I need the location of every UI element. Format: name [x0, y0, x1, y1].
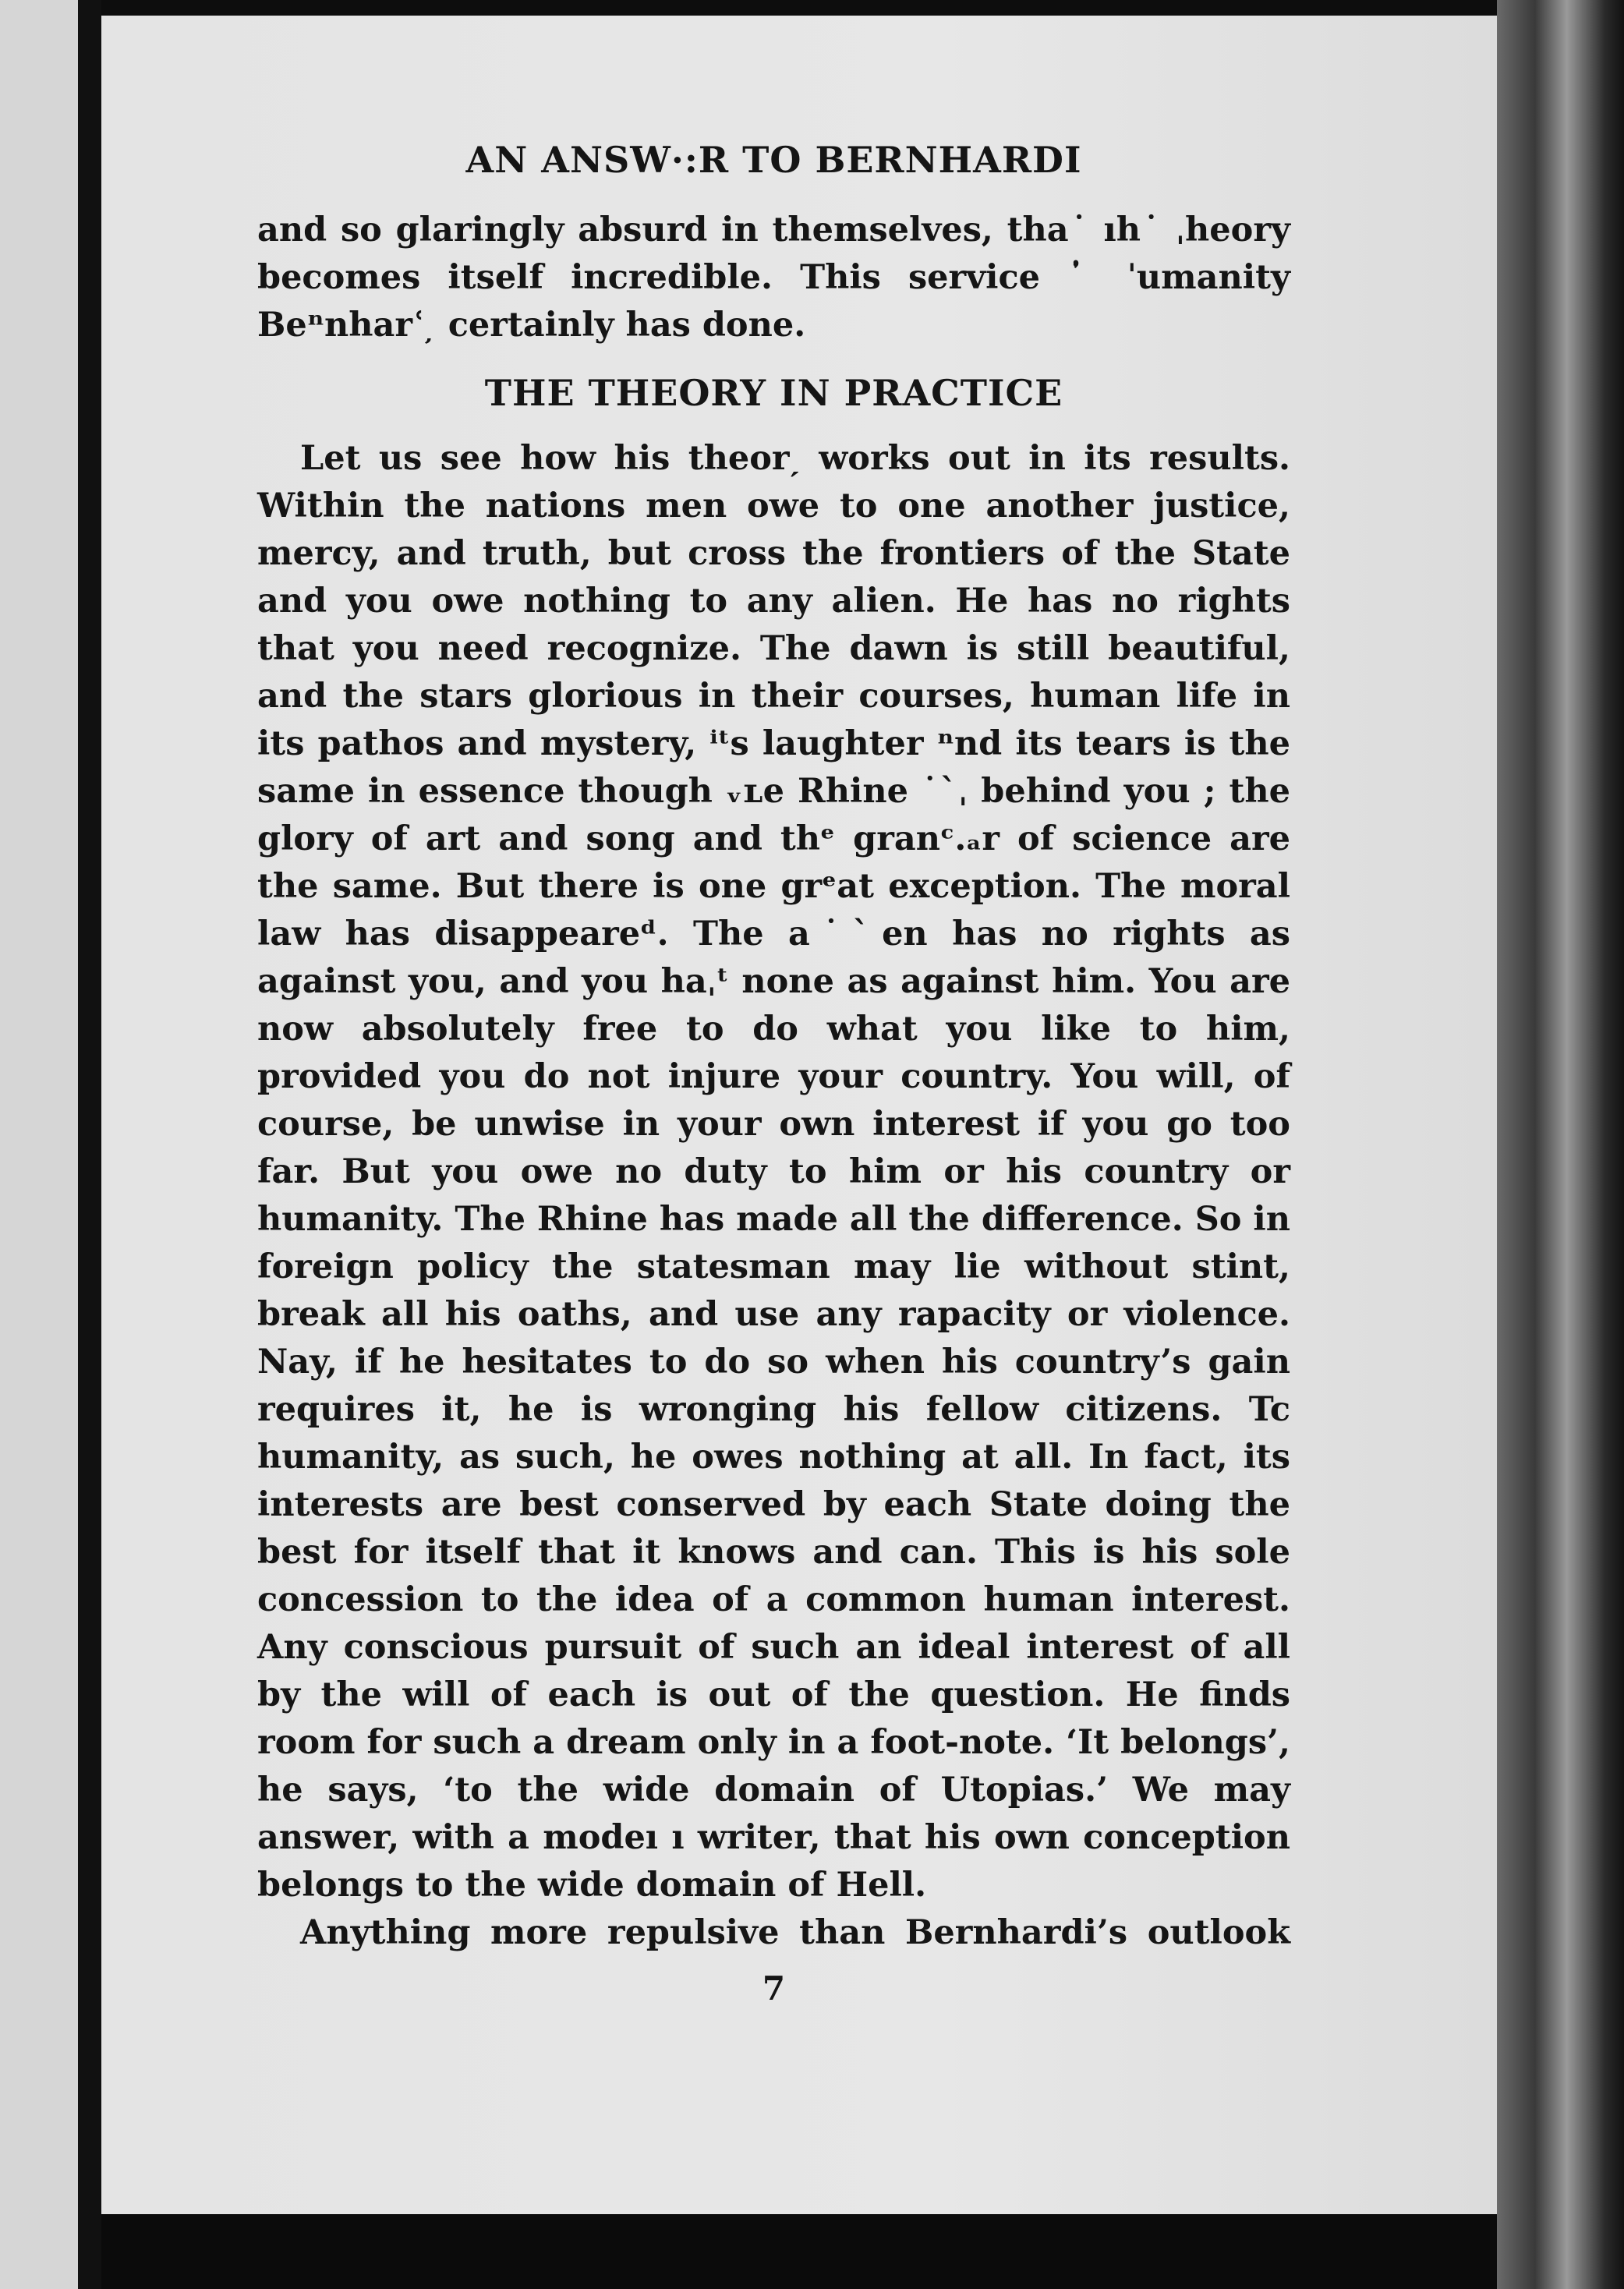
page-number: 7	[762, 1969, 786, 2008]
running-head: AN ANSW·:R TO BERNHARDI	[465, 139, 1082, 181]
gutter-shadow	[78, 0, 101, 2289]
closing-line: Anything more repulsive than Bernhardi’s outlook	[300, 1913, 1290, 1952]
page-text	[257, 136, 1290, 2011]
bottom-border	[101, 2214, 1497, 2289]
section-heading: THE THEORY IN PRACTICE	[484, 372, 1063, 414]
main-paragraph: Let us see how his theorˏ works out in its results. Within the nations men owe to one another justice, mercy, and truth, but cross the frontiers of the State and you owe nothing to any alien. He has no rights that you need recognize. The dawn is still beautiful, and the stars glorious in their courses, human life in its pathos and mystery, ⁱᵗs laughter ⁿnd its tears is the same in essence though ᵥʟe Rhine ˙ˋˌ behind you ; the glory of art and song and thᵉ granᶜ.ₐr of science are the same. But there is one grᵉat exception. The moral law has disappeareᵈ. The a˙ˋen has no rights as against you, and you haˌᵗ none as against him. You are now absolutely free to do what you like to him, provided you do not injure your country. You will, of course, be unwise in your own interest if you go too far. But you owe no duty to him or his country or humanity. The Rhine has made all the difference. So in foreign policy the statesman may lie without stint, break all his oaths, and use any rapacity or violence. Nay, if he hesitates to do so when his country’s gain requires it, he is wronging his fellow citizens. Tc humanity, as such, he owes nothing at all. In fact, its interests are best conserved by each State doing the best for itself that it knows and can. This is his sole concession to the idea of a common human interest. Any conscious pursuit of such an ideal interest of all by the will of each is out of the question. He finds room for such a dream only in a foot-note. ‘It belongs’, he says, ‘to the wide domain of Utopias.’ We may answer, with a modeı ı writer, that his own conception belongs to the wide domain of Hell.	[257, 439, 1290, 1905]
intro-paragraph: and so glaringly absurd in themselves, tha˙ ıh˙ ˌheory becomes itself incredible. This service ˙̓ ˈumanity Beⁿnharʿ ̦ certainly has done.	[257, 211, 1290, 345]
book-spine	[1497, 0, 1624, 2289]
left-page-edge	[0, 0, 78, 2289]
